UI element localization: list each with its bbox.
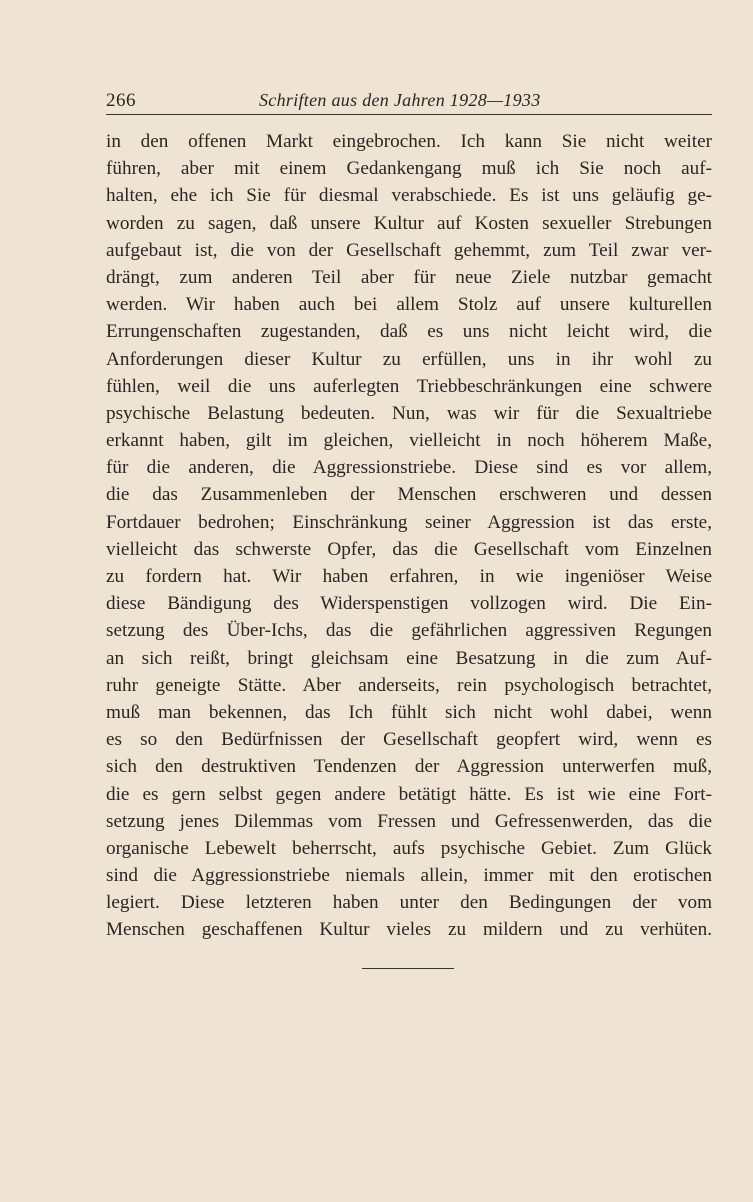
text-line: in den offenen Markt eingebrochen. Ich kann Sie nicht weiter [106,131,712,152]
text-line: worden zu sagen, daß unsere Kultur auf Kosten sexueller Strebungen [106,212,712,234]
text-line: ruhr geneigte Stätte. Aber anderseits, rein psychologisch betrachtet, [106,674,712,696]
text-line: zu fordern hat. Wir haben erfahren, in wie ingeniöser Weise [106,566,712,587]
text-line: legiert. Diese letzteren haben unter den Bedingungen der vom [106,892,712,914]
section-end-rule [362,968,454,969]
text-line: muß man bekennen, das Ich fühlt sich nicht wohl dabei, wenn [106,701,712,723]
text-line: werden. Wir haben auch bei allem Stolz auf unsere kulturellen [106,294,712,316]
text-line: vielleicht das schwerste Opfer, das die Gesellschaft vom Einzelnen [106,538,712,560]
text-line: Errungenschaften zugestanden, daß es uns nicht leicht wird, die [106,321,712,343]
text-line: führen, aber mit einem Gedankengang muß ich Sie noch auf- [106,158,712,180]
page-number: 266 [106,90,136,111]
text-line: die das Zusammenleben der Menschen erschweren und dessen [106,484,712,506]
text-line: Anforderungen dieser Kultur zu erfüllen, uns in ihr wohl zu [106,348,712,370]
text-line: für die anderen, die Aggressionstriebe. Diese sind es vor allem, [106,457,712,479]
text-line: aufgebaut ist, die von der Gesellschaft gehemmt, zum Teil zwar ver- [106,239,712,261]
text-line: die es gern selbst gegen andere betätigt hätte. Es ist wie eine Fort- [106,783,712,805]
text-line: setzung des Über-Ichs, das die gefährlichen aggressiven Regungen [106,620,712,642]
text-line: sich den destruktiven Tendenzen der Aggression unterwerfen muß, [106,756,712,778]
body-text [106,128,712,944]
text-line: diese Bändigung des Widerspenstigen vollzogen wird. Die Ein- [106,593,712,615]
text-line: sind die Aggressionstriebe niemals allein, immer mit den erotischen [106,865,712,887]
text-line: fühlen, weil die uns auferlegten Triebbeschränkungen eine schwere [106,375,712,397]
text-line: Fortdauer bedrohen; Einschränkung seiner Aggression ist das erste, [106,511,712,533]
text-line: setzung jenes Dilemmas vom Fressen und Gefressenwerden, das die [106,810,712,832]
text-line: psychische Belastung bedeuten. Nun, was wir für die Sexualtriebe [106,402,712,424]
text-line: erkannt haben, gilt im gleichen, vielleicht in noch höherem Maße, [106,430,712,452]
running-header [106,88,712,115]
text-line: es so den Bedürfnissen der Gesellschaft geopfert wird, wenn es [106,729,712,751]
text-line: an sich reißt, bringt gleichsam eine Besatzung in die zum Auf- [106,647,712,669]
running-title: Schriften aus den Jahren 1928—1933 [259,90,541,110]
text-line: organische Lebewelt beherrscht, aufs psychische Gebiet. Zum Glück [106,837,712,859]
text-line: Menschen geschaffenen Kultur vieles zu mildern und zu verhüten. [106,919,712,941]
text-line: drängt, zum anderen Teil aber für neue Ziele nutzbar gemacht [106,266,712,288]
text-line: halten, ehe ich Sie für diesmal verabschiede. Es ist uns geläufig ge- [106,185,712,207]
